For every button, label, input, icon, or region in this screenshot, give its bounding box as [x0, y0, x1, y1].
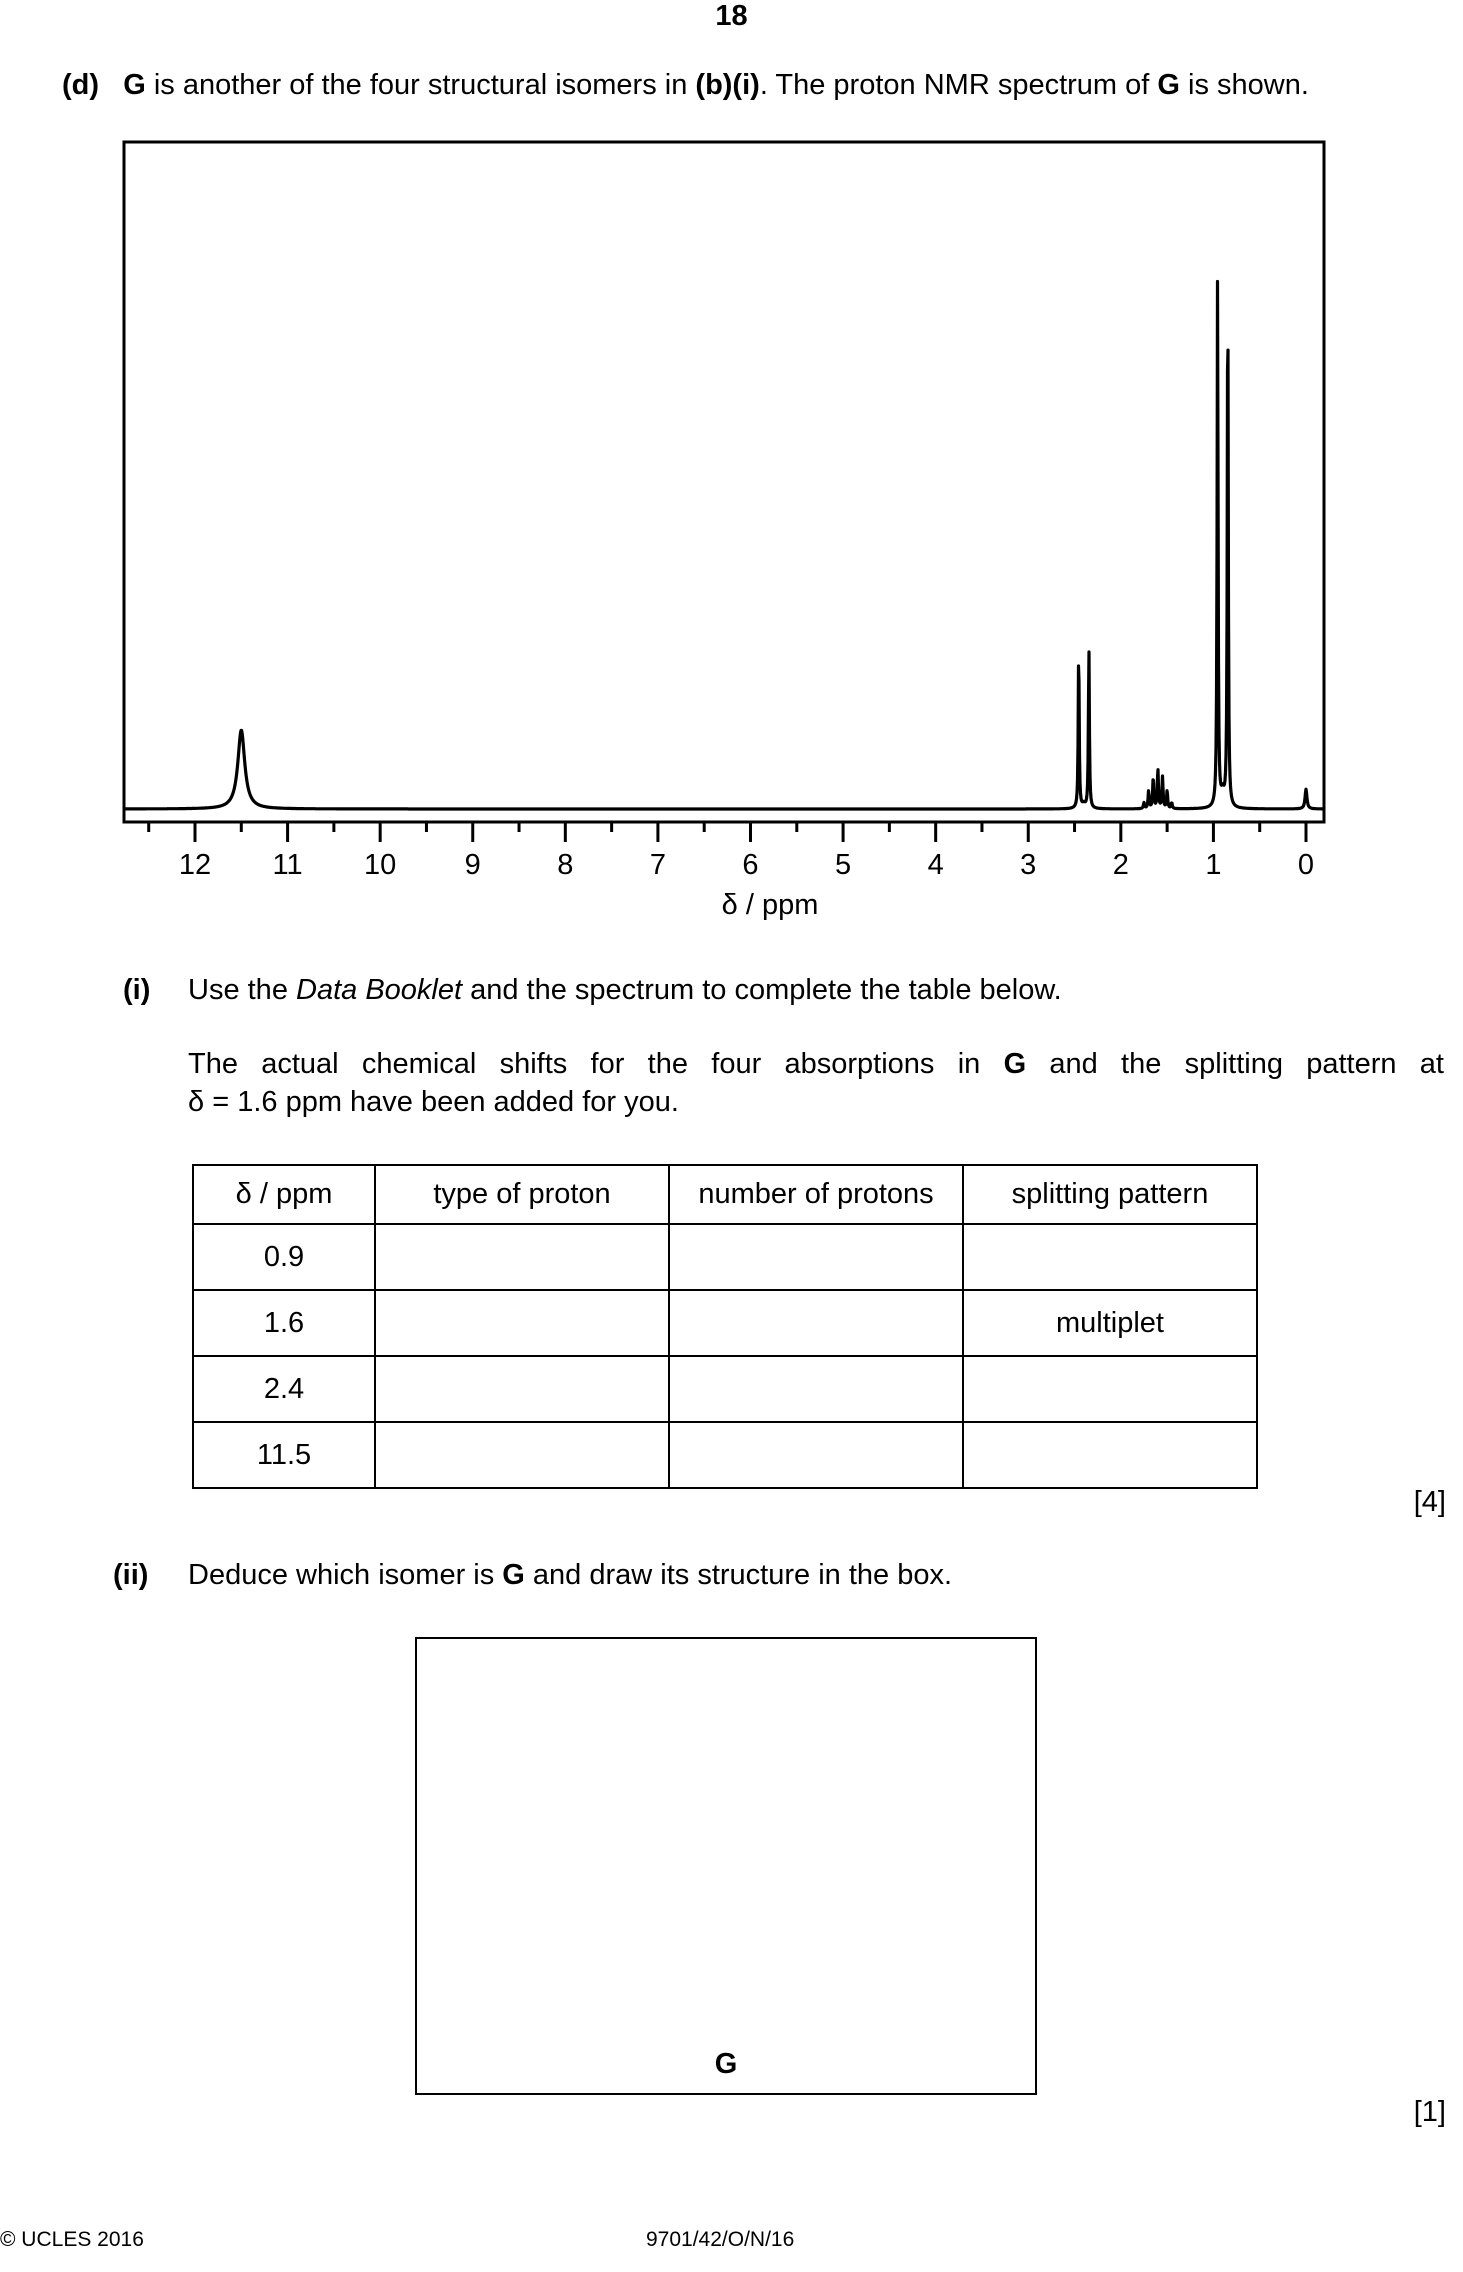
- tick-label: 4: [927, 849, 944, 881]
- part-ii-text: [188, 1556, 952, 1594]
- splitting-pattern-cell[interactable]: [963, 1422, 1257, 1488]
- part-ii-marks: [1]: [1413, 2096, 1446, 2128]
- part-i-line-1-a: Use the: [188, 974, 296, 1006]
- shift-cell: 11.5: [193, 1422, 375, 1488]
- shift-cell: 0.9: [193, 1224, 375, 1290]
- footer-paper-code: 9701/42/O/N/16: [646, 2228, 795, 2251]
- nmr-answer-table: [192, 1164, 1258, 1489]
- shift-cell: 1.6: [193, 1290, 375, 1356]
- part-i-line-2-g: G: [1003, 1048, 1027, 1080]
- tick-label: 0: [1297, 849, 1315, 881]
- part-i-line-2-a: The actual chemical shifts for the four absorptions in: [188, 1048, 1004, 1080]
- splitting-pattern-cell[interactable]: [963, 1224, 1257, 1290]
- number-of-protons-cell[interactable]: [669, 1290, 963, 1356]
- header-type-of-proton: type of proton: [375, 1165, 669, 1224]
- tick-label: 6: [742, 849, 759, 881]
- part-i-line-3: δ = 1.6 ppm have been added for you.: [188, 1086, 679, 1118]
- structure-answer-box[interactable]: [415, 1637, 1037, 2095]
- header-splitting-pattern: splitting pattern: [963, 1165, 1257, 1224]
- number-of-protons-cell[interactable]: [669, 1356, 963, 1422]
- spectrum-frame: [124, 142, 1324, 822]
- x-axis-ticks: [149, 822, 1306, 842]
- type-of-proton-cell[interactable]: [375, 1356, 669, 1422]
- structure-box-label: G: [714, 2048, 738, 2080]
- table-row: [193, 1290, 1257, 1356]
- tick-label: 12: [178, 849, 212, 881]
- intro-text-3: is shown.: [1179, 69, 1309, 101]
- question-intro: [62, 66, 1309, 104]
- tick-label: 7: [649, 849, 666, 881]
- tick-label: 11: [272, 849, 303, 881]
- tick-label: 3: [1020, 849, 1037, 881]
- table-row: [193, 1224, 1257, 1290]
- compound-g: G: [123, 69, 146, 101]
- tick-label: 10: [364, 849, 397, 881]
- tick-label: 9: [464, 849, 481, 881]
- compound-g-2: G: [1157, 69, 1180, 101]
- tick-label: 5: [835, 849, 852, 881]
- type-of-proton-cell[interactable]: [375, 1290, 669, 1356]
- table-header-row: [193, 1165, 1257, 1224]
- part-i-line-2-b: and the splitting pattern at: [1026, 1048, 1444, 1080]
- splitting-pattern-cell: multiplet: [963, 1290, 1257, 1356]
- data-booklet: Data Booklet: [296, 974, 463, 1006]
- table-row: [193, 1356, 1257, 1422]
- header-number-of-protons: number of protons: [669, 1165, 963, 1224]
- part-i-marks: [4]: [1413, 1486, 1446, 1518]
- number-of-protons-cell[interactable]: [669, 1224, 963, 1290]
- part-ii-text-b: and draw its structure in the box.: [524, 1559, 953, 1591]
- type-of-proton-cell[interactable]: [375, 1224, 669, 1290]
- nmr-spectrum: [118, 136, 1328, 926]
- header-shift: δ / ppm: [193, 1165, 375, 1224]
- tick-label: 8: [557, 849, 574, 881]
- x-axis-tick-labels: [179, 849, 1314, 881]
- tick-label: 1: [1205, 849, 1222, 881]
- intro-text-1: is another of the four structural isomers in: [145, 69, 696, 101]
- tick-label: 2: [1112, 849, 1129, 881]
- x-axis-label: δ / ppm: [721, 889, 819, 921]
- part-ii-label: (ii): [113, 1559, 149, 1591]
- number-of-protons-cell[interactable]: [669, 1422, 963, 1488]
- part-i-line-1: [188, 971, 1062, 1009]
- part-i-label: (i): [123, 974, 151, 1006]
- part-ii-text-a: Deduce which isomer is: [188, 1559, 503, 1591]
- part-i-line-2: [188, 1045, 1444, 1083]
- type-of-proton-cell[interactable]: [375, 1422, 669, 1488]
- shift-cell: 2.4: [193, 1356, 375, 1422]
- footer-copyright: © UCLES 2016: [0, 2228, 144, 2251]
- part-ii-text-g: G: [502, 1559, 525, 1591]
- intro-text-2: . The proton NMR spectrum of: [759, 69, 1158, 101]
- part-i-line-1-b: and the spectrum to complete the table below.: [462, 974, 1062, 1006]
- page-number: 18: [715, 0, 748, 32]
- spectrum-trace: [124, 282, 1324, 810]
- question-label: (d): [62, 69, 100, 101]
- table-row: [193, 1422, 1257, 1488]
- intro-ref: (b)(i): [695, 69, 760, 101]
- splitting-pattern-cell[interactable]: [963, 1356, 1257, 1422]
